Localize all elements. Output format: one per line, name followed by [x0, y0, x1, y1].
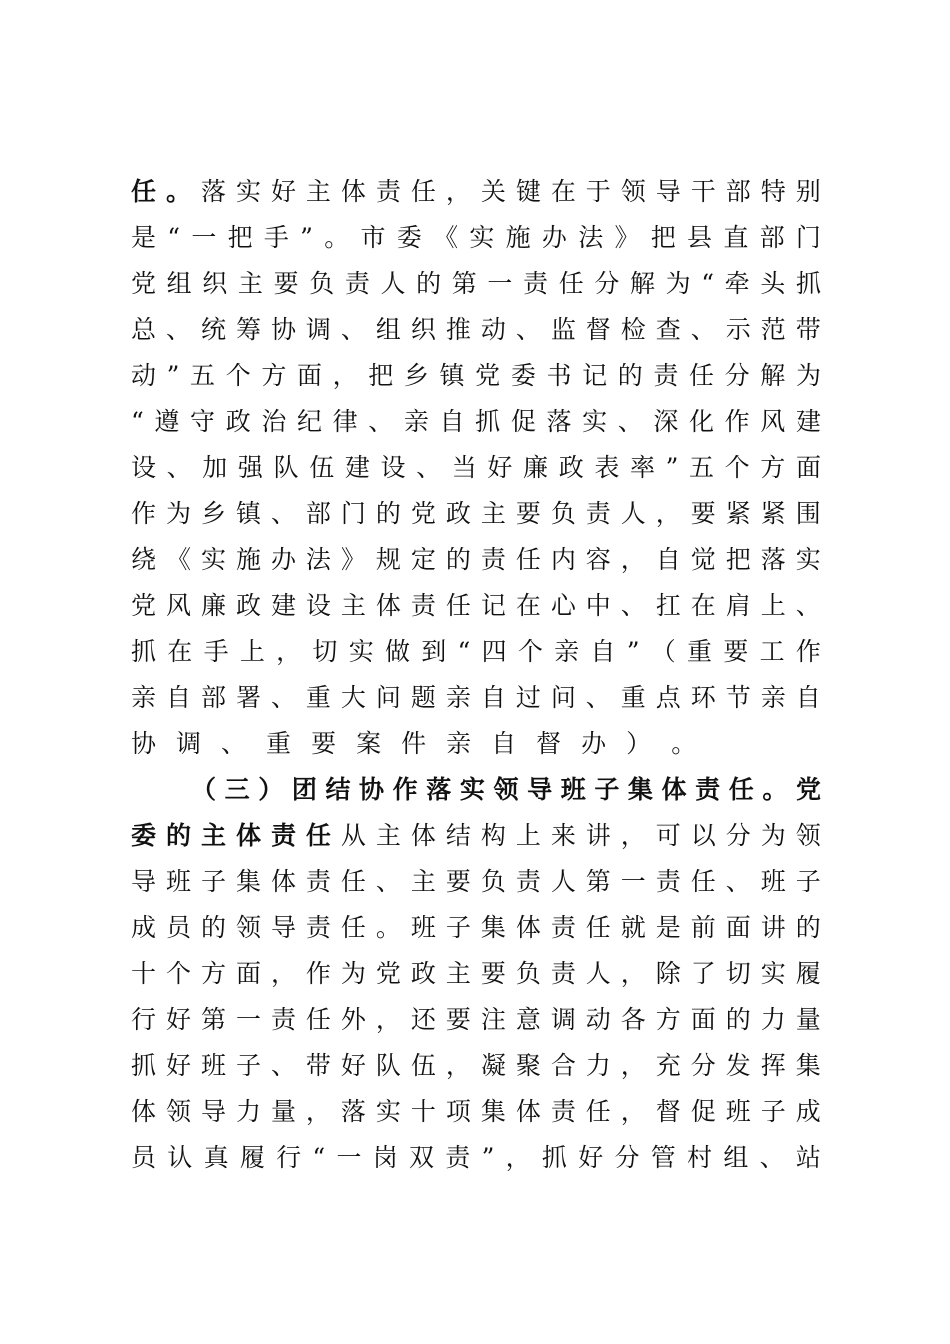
text-line: 党 风 廉 政 建 设 主 体 责 任 记 在 心 中 、 扛 在 肩 上 、 — [131, 591, 821, 620]
text-line: 委 的 主 体 责 任 从 主 体 结 构 上 来 讲 ， 可 以 分 为 领 — [131, 821, 821, 850]
text-line: 绕 《 实 施 办 法 》 规 定 的 责 任 内 容 ， 自 觉 把 落 实 — [131, 545, 821, 574]
text-line: 总 、 统 筹 协 调 、 组 织 推 动 、 监 督 检 查 、 示 范 带 — [131, 315, 821, 344]
text-line: 是 “ 一 把 手 ” 。 市 委 《 实 施 办 法 》 把 县 直 部 门 — [131, 223, 821, 252]
text-line: 员 认 真 履 行 “ 一 岗 双 责 ” ， 抓 好 分 管 村 组 、 站 — [131, 1143, 821, 1172]
text-line: 党 组 织 主 要 负 责 人 的 第 一 责 任 分 解 为 “ 牵 头 抓 — [131, 269, 821, 298]
text-line: 亲 自 部 署 、 重 大 问 题 亲 自 过 问 、 重 点 环 节 亲 自 — [131, 683, 821, 712]
text-line: 成 员 的 领 导 责 任 。 班 子 集 体 责 任 就 是 前 面 讲 的 — [131, 913, 821, 942]
text-line: （ 三 ） 团 结 协 作 落 实 领 导 班 子 集 体 责 任 。 党 — [191, 775, 821, 804]
text-line: 行 好 第 一 责 任 外 ， 还 要 注 意 调 动 各 方 面 的 力 量 — [131, 1005, 821, 1034]
text-line: 设 、 加 强 队 伍 建 设 、 当 好 廉 政 表 率 ” 五 个 方 面 — [131, 453, 821, 482]
text-line: 导 班 子 集 体 责 任 、 主 要 负 责 人 第 一 责 任 、 班 子 — [131, 867, 821, 896]
text-line: 抓 好 班 子 、 带 好 队 伍 ， 凝 聚 合 力 ， 充 分 发 挥 集 — [131, 1051, 821, 1080]
text-line: 动 ” 五 个 方 面 ， 把 乡 镇 党 委 书 记 的 责 任 分 解 为 — [131, 361, 821, 390]
text-line: 作 为 乡 镇 、 部 门 的 党 政 主 要 负 责 人 ， 要 紧 紧 围 — [131, 499, 821, 528]
text-line: 协 调 、 重 要 案 件 亲 自 督 办 ） 。 — [131, 729, 717, 758]
text-line: 任 。 落 实 好 主 体 责 任 ， 关 键 在 于 领 导 干 部 特 别 — [131, 177, 821, 206]
text-line: “ 遵 守 政 治 纪 律 、 亲 自 抓 促 落 实 、 深 化 作 风 建 — [131, 407, 821, 436]
text-line: 十 个 方 面 ， 作 为 党 政 主 要 负 责 人 ， 除 了 切 实 履 — [131, 959, 821, 988]
text-line: 体 领 导 力 量 ， 落 实 十 项 集 体 责 任 ， 督 促 班 子 成 — [131, 1097, 821, 1126]
text-line: 抓 在 手 上 ， 切 实 做 到 “ 四 个 亲 自 ” （ 重 要 工 作 — [131, 637, 821, 666]
